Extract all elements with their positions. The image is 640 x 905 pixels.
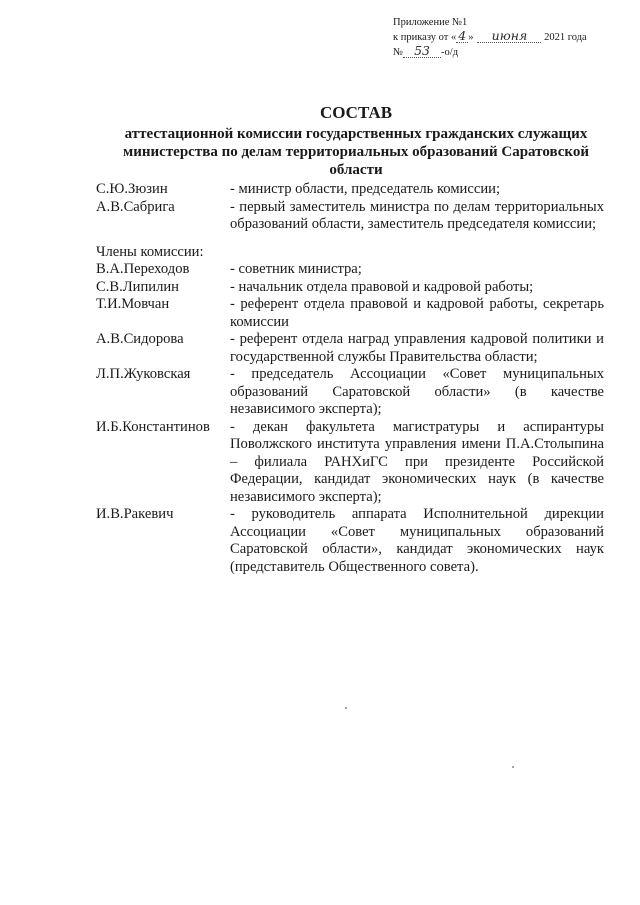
member-name: С.В.Липилин [96,278,179,295]
member-name: А.В.Сабрига [96,198,175,215]
member-role: - первый заместитель министра по делам территориальных образований области, заместитель председателя комиссии; [230,198,604,232]
member-row [96,181,616,199]
members-heading: Члены комиссии: [96,243,204,260]
member-row [96,506,616,576]
order-day: 4 [456,30,468,43]
order-number: 53 [403,45,441,58]
approval-stamp [393,16,633,60]
member-name: Л.П.Жуковская [96,366,191,382]
member-row [96,419,616,507]
member-role: - председатель Ассоциации «Совет муниципальных образований Саратовской области» (в качестве независимого эксперта); [230,366,604,417]
member-row [96,296,616,331]
member-role: - начальник отдела правовой и кадровой работы; [230,278,534,295]
order-month: июня [477,30,541,43]
member-role: - министр области, председатель комиссии; [230,181,500,197]
appendix-label: Приложение №1 [393,17,468,28]
member-name: И.В.Ракевич [96,506,174,522]
document-heading [96,103,616,179]
member-row [96,199,616,234]
member-name: В.А.Переходов [96,261,190,277]
member-role: - декан факультета магистратуры и аспирантуры Поволжского института управления имени П.А.Столыпина – филиала РАНХиГС при президенте Российской Федерации, кандидат экономических наук (в качестве независимого эксперта); [230,418,604,505]
commission-list [96,181,616,576]
member-name: С.Ю.Зюзин [96,181,168,197]
order-date-line: к приказу от « 4 » июня 2021 года [393,28,587,43]
member-row [96,366,616,419]
member-role: - референт отдела правовой и кадровой работы, секретарь комиссии [230,296,604,330]
member-name: И.Б.Константинов [96,418,210,435]
member-name: Т.И.Мовчан [96,296,170,312]
scan-speck [345,707,347,709]
document-subtitle: аттестационной комиссии государственных гражданских служащих министерства по делам территориальных образований Саратовской области [123,126,589,178]
order-number-line: № 53 -о/д [393,43,459,58]
scan-speck [512,766,514,768]
document-title: СОСТАВ [319,103,393,122]
member-role: - руководитель аппарата Исполнительной дирекции Ассоциации «Совет муниципальных образований Саратовской области», кандидат экономических наук (представитель Общественного совета). [230,506,604,575]
member-role: - советник министра; [230,261,362,277]
member-name: А.В.Сидорова [96,331,184,347]
member-row [96,261,616,279]
member-row [96,331,616,366]
member-role: - референт отдела наград управления кадровой политики и государственной службы Правительства области; [230,331,604,365]
member-row [96,279,616,297]
